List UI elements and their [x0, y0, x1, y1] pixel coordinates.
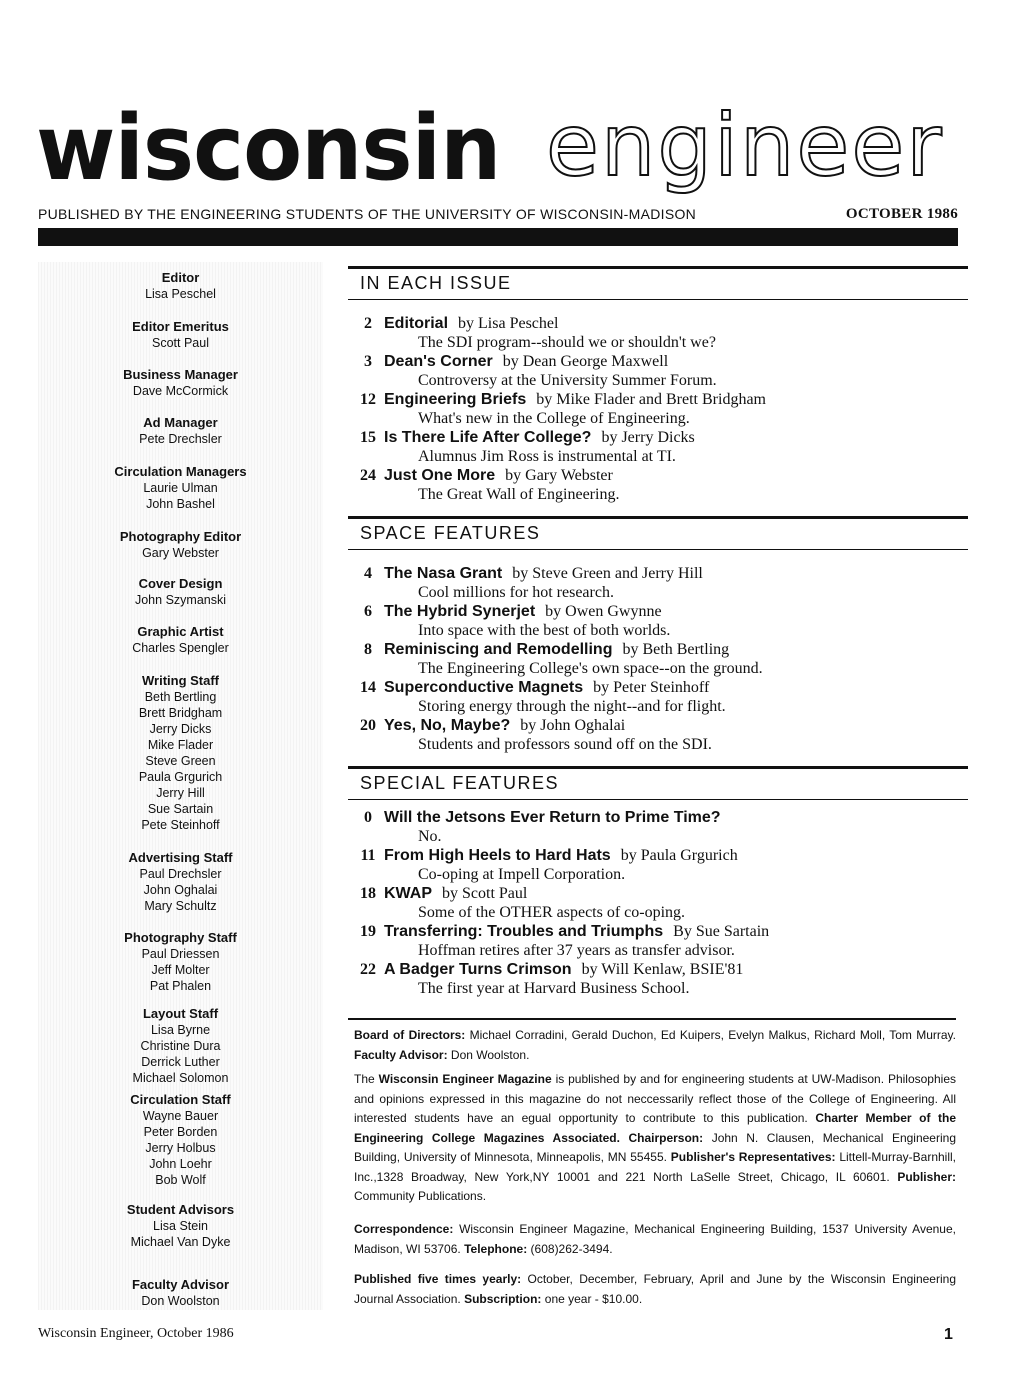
staff-name: Paul Driessen: [141, 947, 220, 961]
contents-entry[interactable]: [352, 602, 952, 640]
staff-name: Paula Grgurich: [138, 770, 223, 784]
subscription-label: Subscription:: [464, 1291, 542, 1306]
staff-role: Cover Design: [138, 576, 223, 591]
publication-paragraph: [354, 1070, 956, 1207]
staff-group: [38, 270, 323, 302]
contents-entry[interactable]: [352, 808, 952, 846]
article-byline: by Beth Bertling: [622, 641, 730, 658]
contents-entry[interactable]: [352, 466, 952, 504]
staff-name: Jerry Hill: [156, 786, 205, 800]
staff-role: Business Manager: [123, 367, 238, 382]
page-ref: 18: [360, 885, 376, 902]
staff-group: [38, 930, 323, 994]
staff-group: [38, 319, 323, 351]
staff-role: Faculty Advisor: [131, 1277, 230, 1292]
article-byline: by Steve Green and Jerry Hill: [512, 565, 703, 582]
article-title: Yes, No, Maybe?: [384, 717, 511, 734]
article-title: Just One More: [384, 467, 496, 484]
article-byline: by Dean George Maxwell: [502, 353, 669, 370]
contents-entry[interactable]: [352, 390, 952, 428]
schedule-text: October, December, February, April and June by the Wisconsin Engineering Journal Association.: [354, 1272, 956, 1306]
page-ref: 20: [360, 717, 376, 734]
article-byline: by Owen Gwynne: [545, 603, 662, 620]
staff-role: Ad Manager: [143, 415, 218, 430]
staff-name: Lisa Stein: [153, 1219, 208, 1233]
staff-name: Jerry Holbus: [145, 1141, 216, 1155]
article-byline: by Mike Flader and Brett Bridgham: [536, 391, 766, 408]
staff-name: Pete Steinhoff: [141, 818, 220, 832]
page-number: 1: [944, 1326, 953, 1343]
representatives-label: Publisher's Representatives:: [670, 1150, 836, 1164]
correspondence-text: Wisconsin Engineer Magazine, Mechanical Engineering Building, 1537 University Avenue, Madison, WI 53706.: [354, 1222, 956, 1256]
staff-name: Lisa Peschel: [145, 287, 216, 301]
page-ref: 22: [360, 961, 376, 978]
telephone-text: (608)262-3494.: [530, 1241, 613, 1256]
publisher-text: Community Publications.: [354, 1189, 487, 1203]
article-description: Co-oping at Impell Corporation.: [418, 866, 626, 883]
contents-entry[interactable]: [352, 314, 952, 352]
page-ref: 2: [364, 315, 372, 332]
staff-name: Pat Phalen: [149, 979, 212, 993]
schedule-label: Published five times yearly:: [354, 1272, 522, 1286]
staff-name: Brett Bridgham: [138, 706, 223, 720]
article-byline: by Peter Steinhoff: [593, 679, 710, 696]
staff-role: Photography Editor: [119, 529, 242, 544]
section-heading-each-issue: IN EACH ISSUE: [348, 266, 968, 300]
article-byline: by Scott Paul: [442, 885, 528, 902]
staff-group: [38, 529, 323, 561]
board-label: Board of Directors:: [354, 1028, 466, 1042]
article-title: The Hybrid Synerjet: [384, 603, 536, 620]
contents-entry[interactable]: [352, 846, 952, 884]
article-byline: by Paula Grgurich: [620, 847, 738, 864]
article-description: Students and professors sound off on the SDI.: [418, 736, 712, 753]
subscription-text: one year - $10.00.: [544, 1291, 643, 1306]
staff-role: Circulation Managers: [114, 464, 247, 479]
page-ref: 24: [360, 467, 376, 484]
staff-group: [38, 1202, 323, 1250]
page-ref: 11: [360, 847, 376, 864]
staff-name: Mike Flader: [147, 738, 214, 752]
contents-entry[interactable]: [352, 960, 952, 998]
staff-group: [38, 415, 323, 447]
article-description: The first year at Harvard Business School.: [418, 980, 690, 997]
article-title: Editorial: [384, 315, 449, 332]
article-byline: by Gary Webster: [505, 467, 613, 484]
staff-name: Wayne Bauer: [142, 1109, 219, 1123]
staff-group: [38, 850, 323, 914]
article-title: Will the Jetsons Ever Return to Prime Time?: [384, 809, 721, 826]
article-title: Engineering Briefs: [384, 391, 527, 408]
contents-entry[interactable]: [352, 428, 952, 466]
staff-name: Pete Drechsler: [139, 432, 222, 446]
page-ref: 12: [360, 391, 376, 408]
faculty-advisor-text: Don Woolston.: [450, 1047, 530, 1062]
article-title: Dean's Corner: [384, 353, 493, 370]
staff-name: Beth Bertling: [144, 690, 217, 704]
contents-entry[interactable]: [352, 352, 952, 390]
staff-role: Writing Staff: [141, 673, 220, 688]
footer-credit: Wisconsin Engineer, October 1986: [38, 1326, 234, 1341]
page-ref: 14: [360, 679, 376, 696]
staff-name: Michael Van Dyke: [130, 1235, 231, 1249]
article-byline: by John Oghalai: [520, 717, 626, 734]
representatives-text: Littell-Murray-Barnhill, Inc.,1328 Broadway, New York,NY 10001 and 221 North LaSelle Street, Chicago, IL 60601.: [354, 1150, 957, 1184]
article-description: The Engineering College's own space--on the ground.: [418, 660, 763, 677]
article-description: Cool millions for hot research.: [418, 584, 614, 601]
staff-group: [38, 1277, 323, 1309]
page-ref: 6: [364, 603, 372, 620]
staff-name: Scott Paul: [152, 336, 209, 350]
board-text: Michael Corradini, Gerald Duchon, Ed Kuipers, Evelyn Malkus, Richard Moll, Tom Murray.: [469, 1028, 956, 1042]
staff-role: Graphic Artist: [137, 624, 224, 639]
article-title: Reminiscing and Remodelling: [384, 641, 613, 658]
article-title: A Badger Turns Crimson: [384, 961, 572, 978]
publication-line: [38, 206, 958, 222]
article-description: The SDI program--should we or shouldn't we?: [418, 334, 716, 351]
correspondence-label: Correspondence:: [354, 1222, 454, 1236]
staff-group: [38, 673, 323, 833]
article-title: The Nasa Grant: [384, 565, 503, 582]
article-title: Transferring: Troubles and Triumphs: [384, 923, 664, 940]
staff-role: Advertising Staff: [128, 850, 233, 865]
staff-role: Editor Emeritus: [132, 319, 229, 334]
article-description: Into space with the best of both worlds.: [418, 622, 671, 639]
contents-entry[interactable]: [352, 678, 952, 716]
info-divider: [348, 1018, 956, 1020]
article-byline: by Jerry Dicks: [601, 429, 695, 446]
staff-group: [38, 464, 323, 512]
contents-entry[interactable]: [352, 640, 952, 678]
article-description: Alumnus Jim Ross is instrumental at TI.: [418, 448, 676, 465]
charter-label: Charter Member of the Engineering College Magazines Associated. Chairperson:: [354, 1111, 956, 1145]
staff-role: Circulation Staff: [130, 1092, 231, 1107]
page-ref: 15: [360, 429, 376, 446]
section-heading-space-features: SPACE FEATURES: [348, 516, 968, 550]
policy-text: is published by and for engineering students at UW-Madison. Philosophies and opinions expressed in this magazine do not neccessarily reflect those of the College of Engineering. All interested students have an egual opportunity to contribute to this publication.: [354, 1072, 956, 1125]
contents-entry[interactable]: [352, 564, 952, 602]
article-byline: by Will Kenlaw, BSIE'81: [581, 961, 744, 978]
staff-group: [38, 1006, 323, 1086]
staff-name: John Loehr: [149, 1157, 212, 1171]
contents-entry[interactable]: [352, 922, 952, 960]
contents-entry[interactable]: [352, 716, 952, 754]
article-title: Is There Life After College?: [384, 429, 592, 446]
article-title: KWAP: [384, 885, 432, 902]
staff-name: Jerry Dicks: [149, 722, 212, 736]
article-description: Hoffman retires after 37 years as transfer advisor.: [418, 942, 735, 959]
article-description: No.: [418, 828, 442, 845]
page-ref: 0: [364, 809, 372, 826]
staff-name: Bob Wolf: [155, 1173, 206, 1187]
staff-name: Paul Drechsler: [139, 867, 222, 881]
staff-name: John Bashel: [146, 497, 215, 511]
page-ref: 3: [364, 353, 372, 370]
correspondence-paragraph: [354, 1220, 956, 1259]
masthead-logo: [36, 96, 966, 201]
masthead-word-wisconsin: wisconsin: [36, 96, 501, 201]
article-description: The Great Wall of Engineering.: [418, 486, 620, 503]
article-description: Controversy at the University Summer Forum.: [418, 372, 717, 389]
section-heading-special-features: SPECIAL FEATURES: [348, 766, 968, 800]
page-ref: 8: [364, 641, 372, 658]
staff-name: Steve Green: [145, 754, 216, 768]
page-ref: 4: [364, 565, 372, 582]
article-byline: By Sue Sartain: [673, 923, 770, 940]
schedule-paragraph: [354, 1270, 956, 1309]
staff-name: Laurie Ulman: [143, 481, 218, 495]
charter-text: John N. Clausen, Mechanical Engineering Building, University of Minnesota, Minneapolis, MN 55455.: [354, 1130, 956, 1164]
publisher-statement: PUBLISHED BY THE ENGINEERING STUDENTS OF THE UNIVERSITY OF WISCONSIN-MADISON: [38, 206, 697, 222]
staff-role: Editor: [161, 270, 200, 285]
staff-role: Layout Staff: [142, 1006, 219, 1021]
header-rule: [38, 228, 958, 246]
staff-group: [38, 624, 323, 656]
masthead-word-engineer: engineer: [546, 96, 944, 196]
staff-name: Gary Webster: [142, 546, 219, 560]
contents-entry[interactable]: [352, 884, 952, 922]
staff-name: Lisa Byrne: [150, 1023, 211, 1037]
page-ref: 19: [360, 923, 376, 940]
staff-name: Michael Solomon: [132, 1071, 229, 1085]
staff-group: [38, 1092, 323, 1188]
staff-group: [38, 576, 323, 608]
article-description: What's new in the College of Engineering.: [418, 410, 690, 427]
staff-role: Student Advisors: [126, 1202, 235, 1217]
faculty-advisor-label: Faculty Advisor:: [354, 1047, 448, 1062]
board-paragraph: [354, 1026, 956, 1065]
article-byline: by Lisa Peschel: [458, 315, 559, 332]
staff-name: Dave McCormick: [132, 384, 229, 398]
staff-name: Christine Dura: [140, 1039, 221, 1053]
intro-text: The: [354, 1072, 375, 1086]
article-title: Superconductive Magnets: [384, 679, 584, 696]
staff-group: [38, 367, 323, 399]
telephone-label: Telephone:: [464, 1241, 528, 1256]
staff-name: Sue Sartain: [147, 802, 214, 816]
staff-name: Mary Schultz: [144, 899, 217, 913]
staff-name: John Oghalai: [143, 883, 218, 897]
staff-name: Charles Spengler: [132, 641, 229, 655]
article-description: Storing energy through the night--and for flight.: [418, 698, 726, 715]
publisher-label: Publisher:: [897, 1169, 956, 1184]
staff-name: John Szymanski: [134, 593, 226, 607]
staff-name: Don Woolston: [141, 1294, 220, 1308]
article-description: Some of the OTHER aspects of co-oping.: [418, 904, 686, 921]
staff-name: Peter Borden: [143, 1125, 218, 1139]
staff-name: Jeff Molter: [151, 963, 210, 977]
staff-name: Derrick Luther: [141, 1055, 220, 1069]
staff-role: Photography Staff: [124, 930, 237, 945]
article-title: From High Heels to Hard Hats: [384, 847, 611, 864]
issue-date: OCTOBER 1986: [845, 206, 958, 222]
staff-sidebar: [38, 262, 323, 1310]
magazine-name: Wisconsin Engineer Magazine: [378, 1072, 552, 1086]
